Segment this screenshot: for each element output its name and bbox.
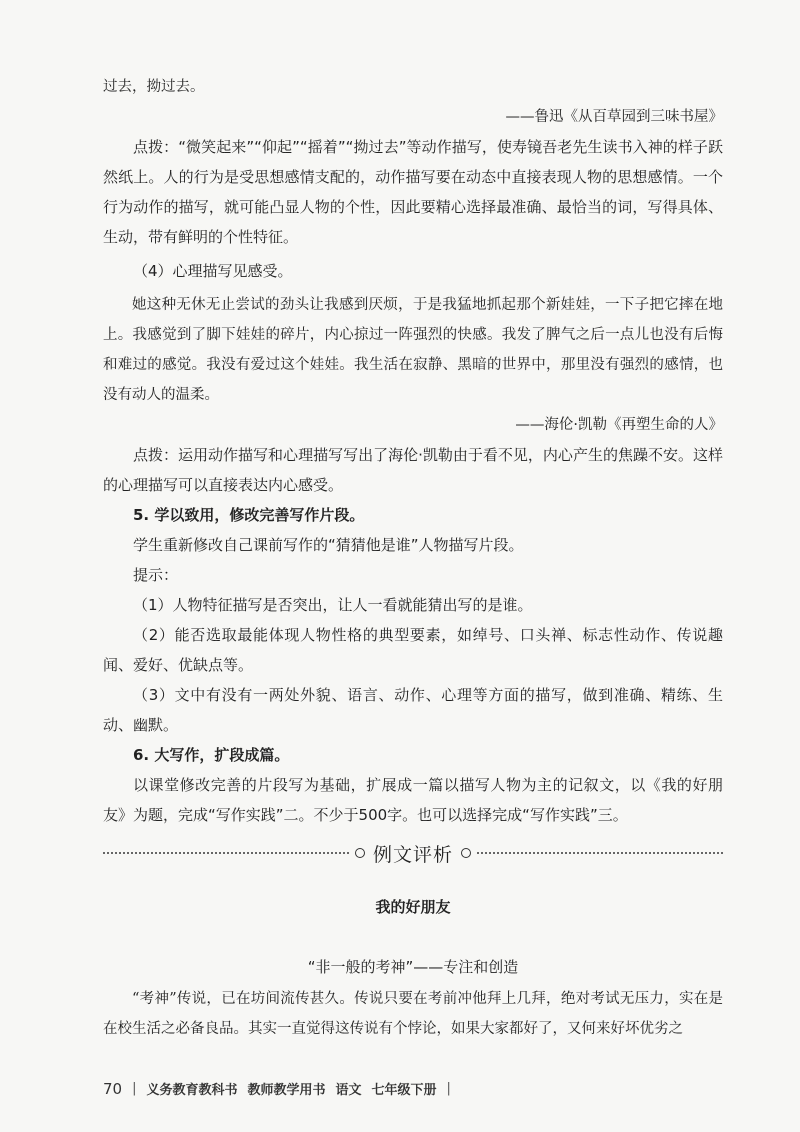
paragraph-step-6: 以课堂修改完善的片段写为基础，扩展成一篇以描写人物为主的记叙文，以《我的好朋友》为题，完成“写作实践”二。不少于500字。也可以选择完成“写作实践”三。 (103, 776, 723, 824)
footer-subject: 语文 (335, 1083, 362, 1098)
paragraph-1: 过去，拗过去。 (103, 79, 205, 95)
hint-1: （1）人物特征描写是否突出，让人一看就能猜出写的是谁。 (133, 596, 533, 614)
heading-step-6: 6. 大写作，扩段成篇。 (133, 746, 290, 764)
essay-title: 我的好朋友 (375, 898, 451, 916)
page-number: 70 (103, 1079, 123, 1098)
section-divider (103, 840, 723, 866)
paragraph-commentary-1: 点拨：“微笑起来”“仰起”“摇着”“拗过去”等动作描写，使寿镜吾老先生读书入神的样子跃然纸上。人的行为是受思想感情支配的，动作描写要在动态中直接表现人物的思想感情。一个行为动作的描写，就可能凸显人物的个性，因此要精心选择最准确、最恰当的词，写得具体、生动，带有鲜明的个性特征。 (103, 138, 723, 246)
paragraph-commentary-2: 点拨：运用动作描写和心理描写写出了海伦·凯勒由于看不见，内心产生的焦躁不安。这样的心理描写可以直接表达内心感受。 (103, 446, 723, 494)
divider-dots-left (103, 852, 349, 854)
footer-book: 教师教学用书 (247, 1083, 326, 1098)
circle-icon (355, 848, 365, 858)
paragraph-quote-helen: 她这种无休无止尝试的劲头让我感到厌烦，于是我猛地抓起那个新娃娃，一下子把它摔在地上。我感觉到了脚下娃娃的碎片，内心掠过一阵强烈的快感。我发了脾气之后一点儿也没有后悔和难过的感觉。我没有爱过这个娃娃。我生活在寂静、黑暗的世界中，那里没有强烈的感情，也没有动人的温柔。 (103, 297, 723, 403)
essay-subtitle: “非一般的考神”——专注和创造 (307, 958, 519, 976)
main-content (103, 72, 723, 830)
section-title: 例文评析 (373, 843, 454, 866)
circle-icon (461, 848, 471, 858)
footer-separator: | (446, 1081, 451, 1096)
footer-grade: 七年级下册 (371, 1083, 437, 1098)
heading-step-5: 5. 学以致用，修改完善写作片段。 (133, 506, 365, 524)
hint-3: （3）文中有没有一两处外貌、语言、动作、心理等方面的描写，做到准确、精练、生动、幽默。 (103, 686, 723, 734)
paragraph-hint-label: 提示： (133, 566, 179, 584)
hint-2: （2）能否选取最能体现人物性格的典型要素，如绰号、口头禅、标志性动作、传说趣闻、爱好、优缺点等。 (103, 626, 723, 674)
divider-dots-right (477, 852, 723, 854)
citation-lu-xun: ——鲁迅《从百草园到三味书屋》 (505, 109, 723, 125)
page-footer (103, 1079, 451, 1098)
heading-psychology: （4）心理描写见感受。 (133, 262, 293, 280)
divider-label (349, 840, 477, 867)
citation-helen-keller: ——海伦·凯勒《再塑生命的人》 (515, 417, 723, 433)
essay-paragraph: “考神”传说，已在坊间流传甚久。传说只要在考前冲他拜上几拜，绝对考试无压力，实在是在校生活之必备良品。其实一直觉得这传说有个悖论，如果大家都好了，又何来好坏优劣之 (103, 991, 723, 1037)
footer-separator: | (132, 1081, 137, 1096)
essay-body (103, 984, 723, 1044)
footer-series: 义务教育教科书 (146, 1083, 238, 1098)
paragraph-step-5: 学生重新修改自己课前写作的“猜猜他是谁”人物描写片段。 (133, 536, 524, 554)
